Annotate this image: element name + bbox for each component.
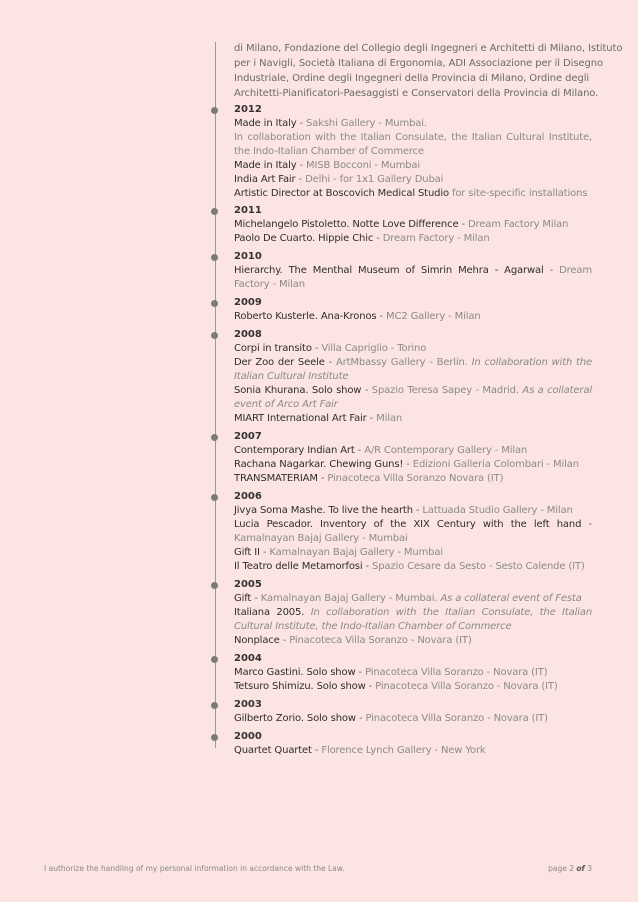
exhibition-venue: Pinacoteca Villa Soranzo - Novara (IT) bbox=[365, 713, 548, 724]
exhibition-entry: Paolo De Cuarto. Hippie Chic - Dream Factory - Milan bbox=[234, 233, 490, 244]
exhibition-venue: Kamalnayan Bajaj Gallery - Mumbai. bbox=[260, 593, 438, 604]
exhibition-entry: Quartet Quartet - Florence Lynch Gallery - New York bbox=[234, 745, 486, 756]
exhibition-entry: TRANSMATERIAM - Pinacoteca Villa Soranzo Novara (IT) bbox=[234, 473, 504, 484]
exhibition-title: Gift II bbox=[234, 547, 260, 558]
exhibition-title: MIART International Art Fair bbox=[234, 413, 367, 424]
exhibition-entry bbox=[234, 131, 592, 159]
year-block-2009 bbox=[234, 296, 592, 324]
exhibition-entry: India Art Fair - Delhi - for 1x1 Gallery Dubai bbox=[234, 174, 444, 185]
exhibition-entry: Gift II - Kamalnayan Bajaj Gallery - Mumbai bbox=[234, 547, 443, 558]
year-heading: 2010 bbox=[234, 251, 262, 262]
exhibition-entry: Michelangelo Pistoletto. Notte Love Difference - Dream Factory Milan bbox=[234, 219, 569, 230]
exhibition-title: Tetsuro Shimizu. Solo show bbox=[234, 681, 366, 692]
exhibition-venue: Milan bbox=[376, 413, 403, 424]
timeline-dot-icon bbox=[211, 702, 218, 709]
exhibition-entry: Roberto Kusterle. Ana-Kronos - MC2 Gallery - Milan bbox=[234, 311, 481, 322]
year-heading: 2008 bbox=[234, 329, 262, 340]
exhibition-entry: MIART International Art Fair - Milan bbox=[234, 413, 403, 424]
page-of: of bbox=[576, 864, 585, 873]
exhibition-title: Italiana 2005. bbox=[234, 607, 305, 618]
exhibition-venue: ArtMbassy Gallery - Berlin. bbox=[335, 357, 468, 368]
exhibition-note: In collaboration with the Italian Consulate, the Italian Cultural Institute, the Indo-Italian Chamber of Commerce bbox=[234, 607, 593, 632]
exhibition-entry: Hierarchy. The Menthal Museum of Simrin Mehra - Agarwal - Dream Factory - Milan bbox=[234, 265, 592, 290]
page-number bbox=[548, 864, 592, 873]
exhibition-entry: Der Zoo der Seele - ArtMbassy Gallery - Berlin. In collaboration with the Italian Cultural Institute bbox=[234, 357, 592, 382]
intro-line: Industriale, Ordine degli Ingegneri della Provincia di Milano, Ordine degli bbox=[234, 73, 590, 84]
timeline-dot-icon bbox=[211, 434, 218, 441]
exhibition-entry: Sonia Khurana. Solo show - Spazio Teresa Sapey - Madrid. As a collateral event of Arco Art Fair bbox=[234, 385, 592, 410]
year-block-2006 bbox=[234, 490, 592, 574]
year-block-2012 bbox=[234, 103, 592, 201]
exhibition-title: Sonia Khurana. Solo show bbox=[234, 385, 362, 396]
exhibition-entry: Lucia Pescador. Inventory of the XIX Century with the left hand - Kamalnayan Bajaj Gallery - Mumbai bbox=[234, 519, 592, 544]
exhibition-note: In collaboration with the Italian Cultural Institute bbox=[234, 357, 592, 382]
timeline-dot-icon bbox=[211, 208, 218, 215]
year-block-2004 bbox=[234, 652, 592, 694]
exhibition-entry bbox=[234, 187, 592, 201]
exhibition-entry: Made in Italy - MISB Bocconi - Mumbai bbox=[234, 160, 420, 171]
exhibition-entry: Corpi in transito - Villa Capriglio - Torino bbox=[234, 343, 427, 354]
year-block-2007 bbox=[234, 430, 592, 486]
exhibition-venue: Pinacoteca Villa Soranzo Novara (IT) bbox=[327, 473, 504, 484]
exhibition-title: India Art Fair bbox=[234, 174, 296, 185]
year-heading: 2004 bbox=[234, 653, 262, 664]
exhibition-note: As a collateral event of Arco Art Fair bbox=[234, 385, 592, 410]
exhibition-venue: Dream Factory - Milan bbox=[382, 233, 490, 244]
exhibition-title: Marco Gastini. Solo show bbox=[234, 667, 356, 678]
exhibition-note: As a collateral event of Festa bbox=[440, 593, 582, 604]
exhibition-title: Gilberto Zorio. Solo show bbox=[234, 713, 356, 724]
exhibition-title: Made in Italy bbox=[234, 160, 297, 171]
intro-line: per i Navigli, Società Italiana di Ergonomia, ADI Associazione per il Disegno bbox=[234, 58, 603, 69]
exhibition-venue: Pinacoteca Villa Soranzo - Novara (IT) bbox=[289, 635, 472, 646]
exhibition-title: Rachana Nagarkar. Chewing Guns! bbox=[234, 459, 404, 470]
page-current: 2 bbox=[569, 864, 575, 873]
year-block-2005 bbox=[234, 578, 592, 648]
year-heading: 2007 bbox=[234, 431, 262, 442]
year-heading: 2000 bbox=[234, 731, 262, 742]
intro-line: Architetti-Pianificatori-Paesaggisti e Conservatori della Provincia di Milano. bbox=[234, 88, 599, 99]
exhibition-venue: MC2 Gallery - Milan bbox=[386, 311, 481, 322]
exhibition-venue: Villa Capriglio - Torino bbox=[321, 343, 427, 354]
exhibition-venue: Pinacoteca Villa Soranzo - Novara (IT) bbox=[375, 681, 558, 692]
year-heading: 2011 bbox=[234, 205, 262, 216]
timeline-dot-icon bbox=[211, 254, 218, 261]
year-block-2010 bbox=[234, 250, 592, 292]
exhibition-venue: Delhi - for 1x1 Gallery Dubai bbox=[305, 174, 444, 185]
exhibition-venue: A/R Contemporary Gallery - Milan bbox=[364, 445, 528, 456]
year-block-2000 bbox=[234, 730, 592, 758]
year-heading: 2005 bbox=[234, 579, 262, 590]
exhibition-title: Artistic Director at Boscovich Medical Studio bbox=[234, 188, 449, 199]
exhibition-venue: Edizioni Galleria Colombari - Milan bbox=[412, 459, 579, 470]
timeline-dot-icon bbox=[211, 734, 218, 741]
year-heading: 2012 bbox=[234, 104, 262, 115]
intro-paragraph bbox=[234, 41, 623, 101]
exhibition-venue: for site-specific installations bbox=[451, 188, 588, 199]
year-block-2008 bbox=[234, 328, 592, 426]
exhibition-venue: Florence Lynch Gallery - New York bbox=[321, 745, 486, 756]
year-heading: 2006 bbox=[234, 491, 262, 502]
exhibition-venue: MISB Bocconi - Mumbai bbox=[306, 160, 420, 171]
exhibition-entry: Contemporary Indian Art - A/R Contemporary Gallery - Milan bbox=[234, 445, 528, 456]
year-heading: 2009 bbox=[234, 297, 262, 308]
exhibition-title: Gift bbox=[234, 593, 252, 604]
exhibition-entry: Marco Gastini. Solo show - Pinacoteca Villa Soranzo - Novara (IT) bbox=[234, 667, 548, 678]
exhibition-venue: Dream Factory - Milan bbox=[234, 265, 592, 290]
exhibition-entry bbox=[234, 606, 592, 634]
exhibition-title: TRANSMATERIAM bbox=[234, 473, 318, 484]
year-block-2011 bbox=[234, 204, 592, 246]
timeline-dot-icon bbox=[211, 656, 218, 663]
exhibition-title: Paolo De Cuarto. Hippie Chic bbox=[234, 233, 374, 244]
exhibition-venue: Lattuada Studio Gallery - Milan bbox=[422, 505, 573, 516]
exhibition-title: Michelangelo Pistoletto. Notte Love Difference bbox=[234, 219, 459, 230]
exhibition-title: Nonplace bbox=[234, 635, 280, 646]
exhibition-venue: Spazio Cesare da Sesto - Sesto Calende (IT) bbox=[372, 561, 585, 572]
timeline-dot-icon bbox=[211, 582, 218, 589]
intro-line: di Milano, Fondazione del Collegio degli Ingegneri e Architetti di Milano, Istituto bbox=[234, 43, 623, 54]
exhibition-title: Contemporary Indian Art bbox=[234, 445, 355, 456]
year-heading: 2003 bbox=[234, 699, 262, 710]
exhibition-title: Der Zoo der Seele bbox=[234, 357, 325, 368]
exhibition-venue: Sakshi Gallery - Mumbai. bbox=[306, 118, 427, 129]
exhibition-title: Roberto Kusterle. Ana-Kronos bbox=[234, 311, 377, 322]
page-total: 3 bbox=[587, 864, 592, 873]
exhibition-venue: Pinacoteca Villa Soranzo - Novara (IT) bbox=[365, 667, 548, 678]
exhibition-entry: Gift - Kamalnayan Bajaj Gallery - Mumbai. As a collateral event of Festa bbox=[234, 593, 582, 604]
exhibition-entry: Gilberto Zorio. Solo show - Pinacoteca Villa Soranzo - Novara (IT) bbox=[234, 713, 548, 724]
exhibition-entry: Jivya Soma Mashe. To live the hearth - Lattuada Studio Gallery - Milan bbox=[234, 505, 573, 516]
consent-note: I authorize the handling of my personal information in accordance with the Law. bbox=[44, 864, 345, 873]
exhibition-title: Jivya Soma Mashe. To live the hearth bbox=[234, 505, 413, 516]
timeline-dot-icon bbox=[211, 332, 218, 339]
timeline-line bbox=[215, 42, 216, 748]
exhibition-entry: Rachana Nagarkar. Chewing Guns! - Edizioni Galleria Colombari - Milan bbox=[234, 459, 579, 470]
timeline-dot-icon bbox=[211, 107, 218, 114]
exhibition-venue: Kamalnayan Bajaj Gallery - Mumbai bbox=[234, 533, 408, 544]
exhibition-entry: Made in Italy - Sakshi Gallery - Mumbai. bbox=[234, 118, 427, 129]
exhibition-entry: Il Teatro delle Metamorfosi - Spazio Cesare da Sesto - Sesto Calende (IT) bbox=[234, 561, 585, 572]
exhibition-venue: Dream Factory Milan bbox=[468, 219, 569, 230]
exhibition-venue: Spazio Teresa Sapey - Madrid. bbox=[371, 385, 519, 396]
page-word: page bbox=[548, 864, 567, 873]
exhibition-title: Corpi in transito bbox=[234, 343, 312, 354]
exhibition-title: Lucia Pescador. Inventory of the XIX Century with the left hand bbox=[234, 519, 582, 530]
timeline-dot-icon bbox=[211, 300, 218, 307]
exhibition-title: Hierarchy. The Menthal Museum of Simrin Mehra - Agarwal bbox=[234, 265, 544, 276]
exhibition-entry: Tetsuro Shimizu. Solo show - Pinacoteca Villa Soranzo - Novara (IT) bbox=[234, 681, 558, 692]
exhibition-title: Quartet Quartet bbox=[234, 745, 312, 756]
exhibition-entry: Nonplace - Pinacoteca Villa Soranzo - Novara (IT) bbox=[234, 635, 472, 646]
exhibition-venue: In collaboration with the Italian Consulate, the Italian Cultural Institute, the Indo-Italian Chamber of Commerce bbox=[234, 132, 592, 157]
exhibition-title: Il Teatro delle Metamorfosi bbox=[234, 561, 363, 572]
timeline-dot-icon bbox=[211, 494, 218, 501]
year-block-2003 bbox=[234, 698, 592, 726]
exhibition-venue: Kamalnayan Bajaj Gallery - Mumbai bbox=[269, 547, 443, 558]
exhibition-title: Made in Italy bbox=[234, 118, 297, 129]
